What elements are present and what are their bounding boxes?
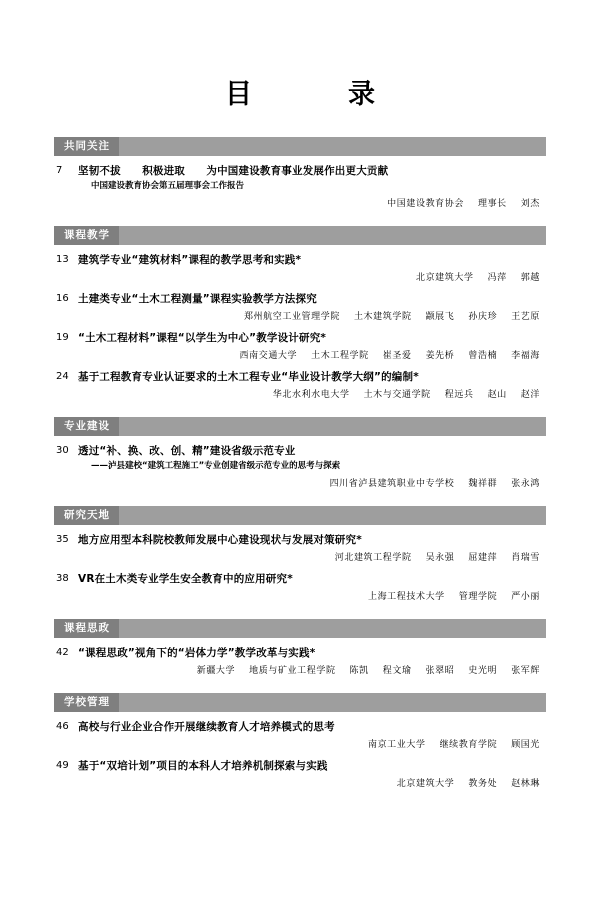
toc-section — [54, 693, 546, 806]
credit-name: 颛展飞 — [425, 312, 455, 322]
credit-name: 肖瑞雪 — [511, 553, 540, 563]
entry-credits — [78, 387, 546, 400]
toc-section — [54, 506, 546, 619]
credit-name: 严小丽 — [511, 592, 540, 602]
entry-title[interactable]: 坚韧不拔 积极进取 为中国建设教育事业发展作出更大贡献 — [78, 165, 389, 177]
entry-title[interactable]: 地方应用型本科院校教师发展中心建设现状与发展对策研究* — [78, 534, 362, 546]
credit-name: 教务处 — [468, 779, 498, 789]
credit-name: 继续教育学院 — [439, 740, 498, 750]
toc-entry[interactable] — [54, 164, 546, 218]
entry-page-number: 13 — [56, 254, 69, 265]
credit-name: 郭越 — [520, 273, 540, 283]
credit-name: 赵林琳 — [511, 779, 540, 789]
section-header-band — [54, 137, 546, 156]
credit-name: 土木建筑学院 — [353, 312, 412, 322]
section-header-band — [54, 226, 546, 245]
credit-name: 顾国光 — [511, 740, 540, 750]
section-label: 研究天地 — [54, 506, 119, 525]
entry-title[interactable]: 透过“补、换、改、创、精”建设省级示范专业 — [78, 445, 296, 457]
credit-affiliation: 新疆大学 — [196, 666, 236, 676]
credit-affiliation: 华北水利水电大学 — [272, 390, 350, 400]
entry-title[interactable]: 基于“双培计划”项目的本科人才培养机制探索与实践 — [78, 760, 328, 772]
section-label: 共同关注 — [54, 137, 119, 156]
section-header-band — [54, 417, 546, 436]
entry-credits — [78, 476, 546, 489]
entry-credits — [78, 196, 546, 209]
toc-entry[interactable] — [54, 759, 546, 798]
credit-name: 张永鸿 — [511, 479, 540, 489]
toc-entry[interactable] — [54, 444, 546, 498]
entry-page-number: 24 — [56, 371, 69, 382]
credit-name: 魏祥群 — [468, 479, 498, 489]
entry-page-number: 35 — [56, 534, 69, 545]
credit-name: 张军辉 — [511, 666, 540, 676]
entry-credits — [78, 737, 546, 750]
credit-name: 曾浩楠 — [468, 351, 498, 361]
credit-name: 屈建萍 — [468, 553, 498, 563]
entry-page-number: 30 — [56, 445, 69, 456]
credit-name: 孙庆珍 — [468, 312, 498, 322]
toc-entry[interactable] — [54, 533, 546, 572]
credit-name: 地质与矿业工程学院 — [249, 666, 336, 676]
toc-section — [54, 417, 546, 506]
credit-affiliation: 四川省泸县建筑职业中专学校 — [329, 479, 455, 489]
entry-page-number: 16 — [56, 293, 69, 304]
entry-page-number: 7 — [56, 165, 63, 176]
credit-name: 赵山 — [487, 390, 507, 400]
toc-entry[interactable] — [54, 331, 546, 370]
entry-title[interactable]: 基于工程教育专业认证要求的土木工程专业“毕业设计教学大纲”的编制* — [78, 371, 419, 383]
entry-credits — [78, 270, 546, 283]
entry-page-number: 49 — [56, 760, 69, 771]
credit-name: 刘杰 — [520, 199, 540, 209]
credit-affiliation: 北京建筑大学 — [396, 779, 455, 789]
entry-title[interactable]: 建筑学专业“建筑材料”课程的教学思考和实践* — [78, 254, 302, 266]
credit-name: 土木与交通学院 — [363, 390, 431, 400]
credit-name: 张翠昭 — [425, 666, 455, 676]
credit-affiliation: 中国建设教育协会 — [387, 199, 464, 209]
entry-page-number: 19 — [56, 332, 69, 343]
section-entries — [54, 162, 546, 226]
entry-title[interactable]: 土建类专业“土木工程测量”课程实验教学方法探究 — [78, 293, 317, 305]
section-entries — [54, 251, 546, 417]
credit-name: 理事长 — [477, 199, 507, 209]
page-title: 目 录 — [225, 79, 389, 110]
credit-name: 管理学院 — [458, 592, 498, 602]
entry-credits — [78, 663, 546, 676]
entry-title[interactable]: “土木工程材料”课程“以学生为中心”教学设计研究* — [78, 332, 327, 344]
entry-title[interactable]: 高校与行业企业合作开展继续教育人才培养模式的思考 — [78, 721, 335, 733]
credit-name: 赵洋 — [520, 390, 540, 400]
credit-name: 土木工程学院 — [311, 351, 369, 361]
credit-affiliation: 河北建筑工程学院 — [334, 553, 412, 563]
section-label: 专业建设 — [54, 417, 119, 436]
credit-affiliation: 西南交通大学 — [239, 351, 298, 361]
section-entries — [54, 531, 546, 619]
credit-affiliation: 北京建筑大学 — [415, 273, 474, 283]
toc-entry[interactable] — [54, 253, 546, 292]
toc-section — [54, 137, 546, 226]
credit-name: 王艺原 — [511, 312, 540, 322]
entry-title[interactable]: “课程思政”视角下的“岩体力学”教学改革与实践* — [78, 647, 316, 659]
entry-page-number: 42 — [56, 647, 69, 658]
toc-entry[interactable] — [54, 370, 546, 409]
toc-section — [54, 226, 546, 417]
credit-name: 程远兵 — [444, 390, 474, 400]
credit-name: 史光明 — [468, 666, 498, 676]
entry-subtitle: 中国建设教育协会第五届理事会工作报告 — [91, 181, 245, 191]
entry-credits — [78, 348, 546, 361]
credit-affiliation: 上海工程技术大学 — [367, 592, 445, 602]
credit-affiliation: 郑州航空工业管理学院 — [243, 312, 340, 322]
toc-page — [0, 72, 600, 920]
section-label: 课程教学 — [54, 226, 119, 245]
toc-entry[interactable] — [54, 646, 546, 685]
toc-sections — [54, 137, 546, 806]
toc-entry[interactable] — [54, 572, 546, 611]
section-header-band — [54, 619, 546, 638]
section-label: 学校管理 — [54, 693, 119, 712]
entry-subtitle: ——泸县建校“建筑工程施工”专业创建省级示范专业的思考与探索 — [91, 461, 341, 471]
section-header-band — [54, 506, 546, 525]
toc-section — [54, 619, 546, 693]
credit-name: 李福海 — [511, 351, 540, 361]
entry-credits — [78, 309, 546, 322]
entry-title[interactable]: VR在土木类专业学生安全教育中的应用研究* — [78, 573, 293, 585]
credit-name: 陈凯 — [349, 666, 369, 676]
toc-entry[interactable] — [54, 292, 546, 331]
toc-entry[interactable] — [54, 720, 546, 759]
section-entries — [54, 442, 546, 506]
entry-credits — [78, 776, 546, 789]
entry-credits — [78, 589, 546, 602]
entry-page-number: 46 — [56, 721, 69, 732]
credit-name: 冯萍 — [487, 273, 507, 283]
section-entries — [54, 644, 546, 693]
section-header-band — [54, 693, 546, 712]
section-label: 课程思政 — [54, 619, 119, 638]
section-entries — [54, 718, 546, 806]
credit-affiliation: 南京工业大学 — [367, 740, 426, 750]
credit-name: 姜先桥 — [425, 351, 455, 361]
credit-name: 崔圣爱 — [382, 351, 412, 361]
entry-page-number: 38 — [56, 573, 69, 584]
credit-name: 程文瑜 — [382, 666, 412, 676]
credit-name: 吴永强 — [425, 553, 455, 563]
entry-credits — [78, 550, 546, 563]
